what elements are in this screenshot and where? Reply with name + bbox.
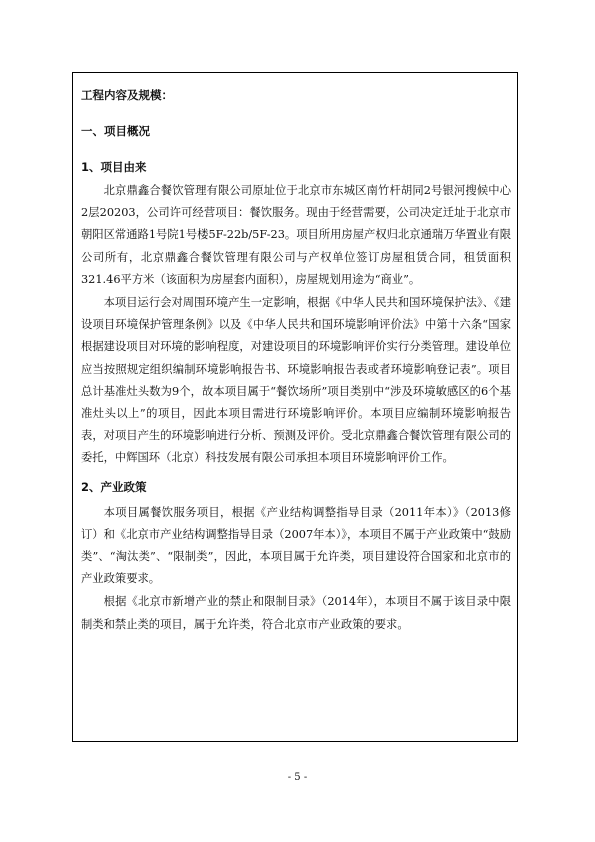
document-body <box>81 87 511 636</box>
part-title-overview: 一、项目概况 <box>81 124 150 138</box>
page-number: - 5 - <box>287 772 308 783</box>
origin-paragraph-2: 本项目运行会对周围环境产生一定影响，根据《中华人民共和国环境保护法》、《建设项目环境保护管理条例》以及《中华人民共和国环境影响评价法》中第十六条“国家根据建设项目对环境的影响程度，对建设项目的环境影响评价实行分类管理。建设单位应当按照规定组织编制环境影响报告书、环境影响报告表或者环境影响登记表”。项目总计基准灶头数为9个，故本项目属于“餐饮场所”项目类别中“涉及环境敏感区的6个基准灶头以上”的项目，因此本项目需进行环境影响评价。本项目应编制环境影响报告表，对项目产生的环境影响进行分析、预测及评价。受北京鼎鑫合餐饮管理有限公司的委托，中辉国环（北京）科技发展有限公司承担本项目环境影响评价工作。 <box>81 296 511 465</box>
policy-paragraph-2: 根据《北京市新增产业的禁止和限制目录》（2014年），本项目不属于该目录中限制类和禁止类的项目，属于允许类，符合北京市产业政策的要求。 <box>81 595 511 631</box>
content-frame <box>72 72 518 742</box>
origin-paragraph-1: 北京鼎鑫合餐饮管理有限公司原址位于北京市东城区南竹杆胡同2号银河搜候中心2层20203，公司许可经营项目：餐饮服务。现由于经营需要，公司决定迁址于北京市朝阳区常通路1号院1号楼5F-22b/5F-23。项目所用房屋产权归北京通瑞万华置业有限公司所有，北京鼎鑫合餐饮管理有限公司与产权单位签订房屋租赁合同，租赁面积321.46平方米（该面积为房屋套内面积），房屋规划用途为“商业”。 <box>81 184 511 286</box>
policy-paragraph-1: 本项目属餐饮服务项目，根据《产业结构调整指导目录（2011年本）》（2013修订）和《北京市产业结构调整指导目录（2007年本）》，本项目不属于产业政策中“鼓励类”、“淘汰类”、“限制类”，因此，本项目属于允许类，项目建设符合国家和北京市的产业政策要求。 <box>81 505 511 586</box>
subsection-title-industry-policy: 2、产业政策 <box>81 479 147 494</box>
subsection-title-origin: 1、项目由来 <box>81 160 147 174</box>
section-title: 工程内容及规模： <box>81 88 173 102</box>
